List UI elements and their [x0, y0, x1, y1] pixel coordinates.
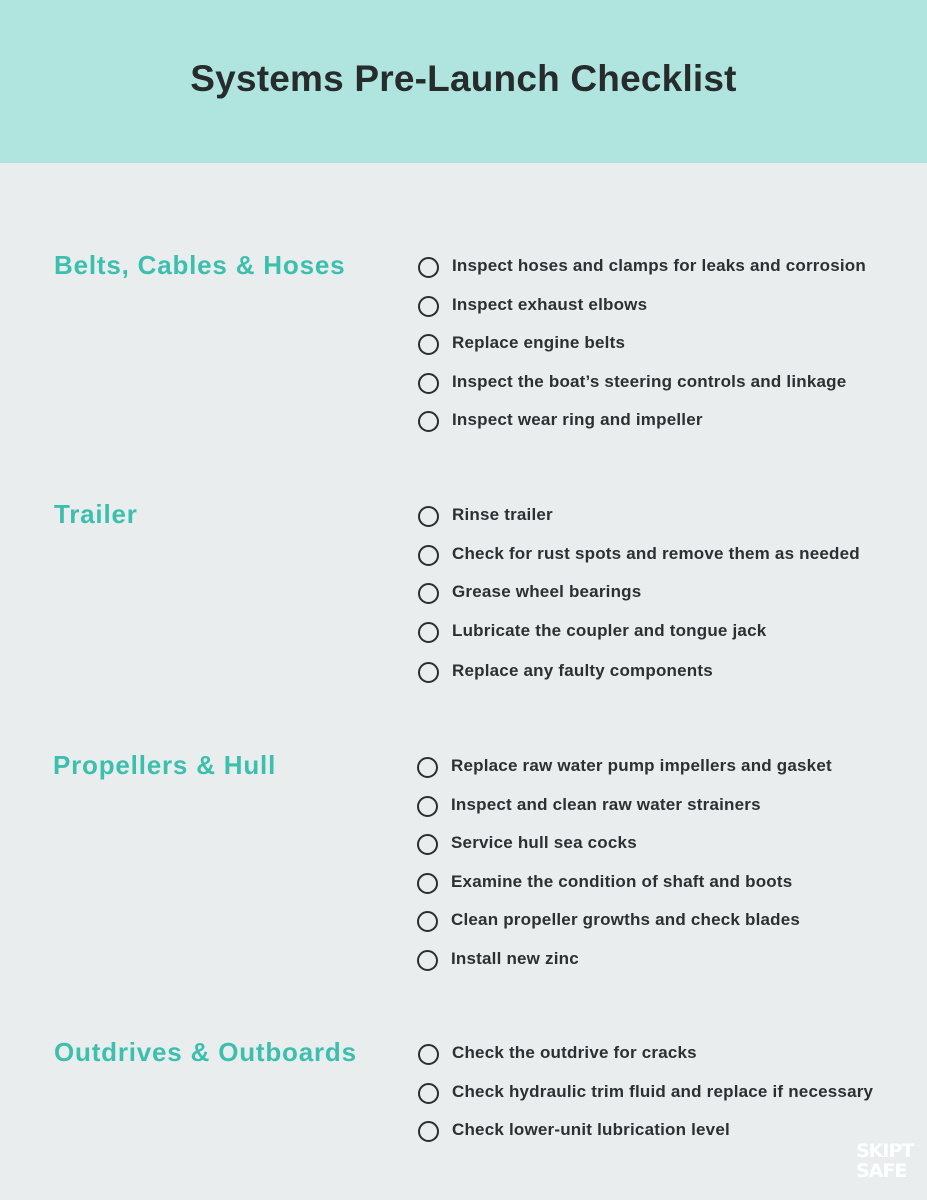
checkbox-circle-icon[interactable] [418, 411, 439, 432]
checkbox-circle-icon[interactable] [418, 506, 439, 527]
checklist-item[interactable] [417, 909, 832, 948]
checkbox-circle-icon[interactable] [417, 796, 438, 817]
checklist-item[interactable] [418, 1042, 873, 1081]
checklist-item-label: Inspect hoses and clamps for leaks and corrosion [452, 256, 866, 275]
checkbox-circle-icon[interactable] [417, 911, 438, 932]
section-title: Propellers & Hull [53, 750, 277, 780]
checkbox-circle-icon[interactable] [418, 296, 439, 317]
logo-line-2: SAFE [856, 1160, 907, 1182]
checklist-item-label: Clean propeller growths and check blades [451, 910, 801, 930]
section-title: Outdrives & Outboards [54, 1037, 357, 1067]
checklist-item-label: Check the outdrive for cracks [452, 1043, 697, 1062]
checkbox-circle-icon[interactable] [418, 583, 439, 604]
checklist [418, 255, 866, 448]
checkbox-circle-icon[interactable] [418, 257, 439, 278]
checkbox-circle-icon[interactable] [417, 834, 438, 855]
checklist-item[interactable] [418, 660, 860, 699]
checklist-item-label: Lubricate the coupler and tongue jack [452, 620, 767, 640]
checklist [418, 1042, 873, 1158]
checklist-item-label: Check for rust spots and remove them as needed [452, 543, 860, 563]
logo-line-1: SKIPT [856, 1140, 914, 1162]
checkbox-circle-icon[interactable] [418, 373, 439, 394]
checklist [417, 755, 832, 987]
checklist-item[interactable] [418, 543, 860, 582]
checklist-item[interactable] [417, 794, 832, 833]
checkbox-circle-icon[interactable] [417, 757, 438, 778]
checklist-item[interactable] [418, 294, 866, 333]
checklist-item[interactable] [417, 832, 832, 871]
checklist-item[interactable] [418, 504, 860, 543]
checkbox-circle-icon[interactable] [418, 662, 439, 683]
checklist-item[interactable] [417, 871, 832, 910]
checklist-item-label: Replace raw water pump impellers and gasket [451, 756, 832, 775]
checkbox-circle-icon[interactable] [418, 545, 439, 566]
checklist-item[interactable] [418, 620, 860, 659]
section-title: Trailer [54, 499, 138, 529]
checkbox-circle-icon[interactable] [418, 622, 439, 643]
checkbox-circle-icon[interactable] [417, 873, 438, 894]
checklist-item-label: Inspect and clean raw water strainers [451, 794, 761, 814]
checklist-item-label: Inspect exhaust elbows [452, 294, 648, 314]
checklist [418, 504, 860, 699]
checklist-item-label: Check lower-unit lubrication level [452, 1120, 730, 1140]
checklist-item-label: Install new zinc [451, 948, 579, 968]
checkbox-circle-icon[interactable] [418, 1083, 439, 1104]
checklist-item[interactable] [418, 332, 866, 371]
checklist-item-label: Inspect the boat’s steering controls and linkage [452, 371, 847, 391]
checklist-item[interactable] [418, 1081, 873, 1120]
checklist-item-label: Rinse trailer [452, 505, 553, 524]
checklist-item[interactable] [418, 581, 860, 620]
page-title: Systems Pre-Launch Checklist [190, 58, 737, 99]
checklist-item[interactable] [418, 255, 866, 294]
checkbox-circle-icon[interactable] [417, 950, 438, 971]
header-banner [0, 0, 927, 163]
checklist-item-label: Inspect wear ring and impeller [452, 410, 703, 430]
section-title: Belts, Cables & Hoses [54, 250, 346, 280]
checklist-item-label: Replace any faulty components [452, 661, 713, 681]
checklist-item[interactable] [417, 948, 832, 987]
checklist-item[interactable] [417, 755, 832, 794]
checkbox-circle-icon[interactable] [418, 1044, 439, 1065]
checklist-item[interactable] [418, 409, 866, 448]
brand-logo [856, 1141, 912, 1185]
checklist-item-label: Service hull sea cocks [451, 833, 637, 853]
checklist-item-label: Examine the condition of shaft and boots [451, 871, 793, 891]
checklist-item[interactable] [418, 1119, 873, 1158]
checklist-item-label: Replace engine belts [452, 333, 626, 353]
checkbox-circle-icon[interactable] [418, 334, 439, 355]
checkbox-circle-icon[interactable] [418, 1121, 439, 1142]
checklist-item-label: Check hydraulic trim fluid and replace if necessary [452, 1081, 874, 1101]
checklist-item-label: Grease wheel bearings [452, 582, 642, 602]
checklist-item[interactable] [418, 371, 866, 410]
